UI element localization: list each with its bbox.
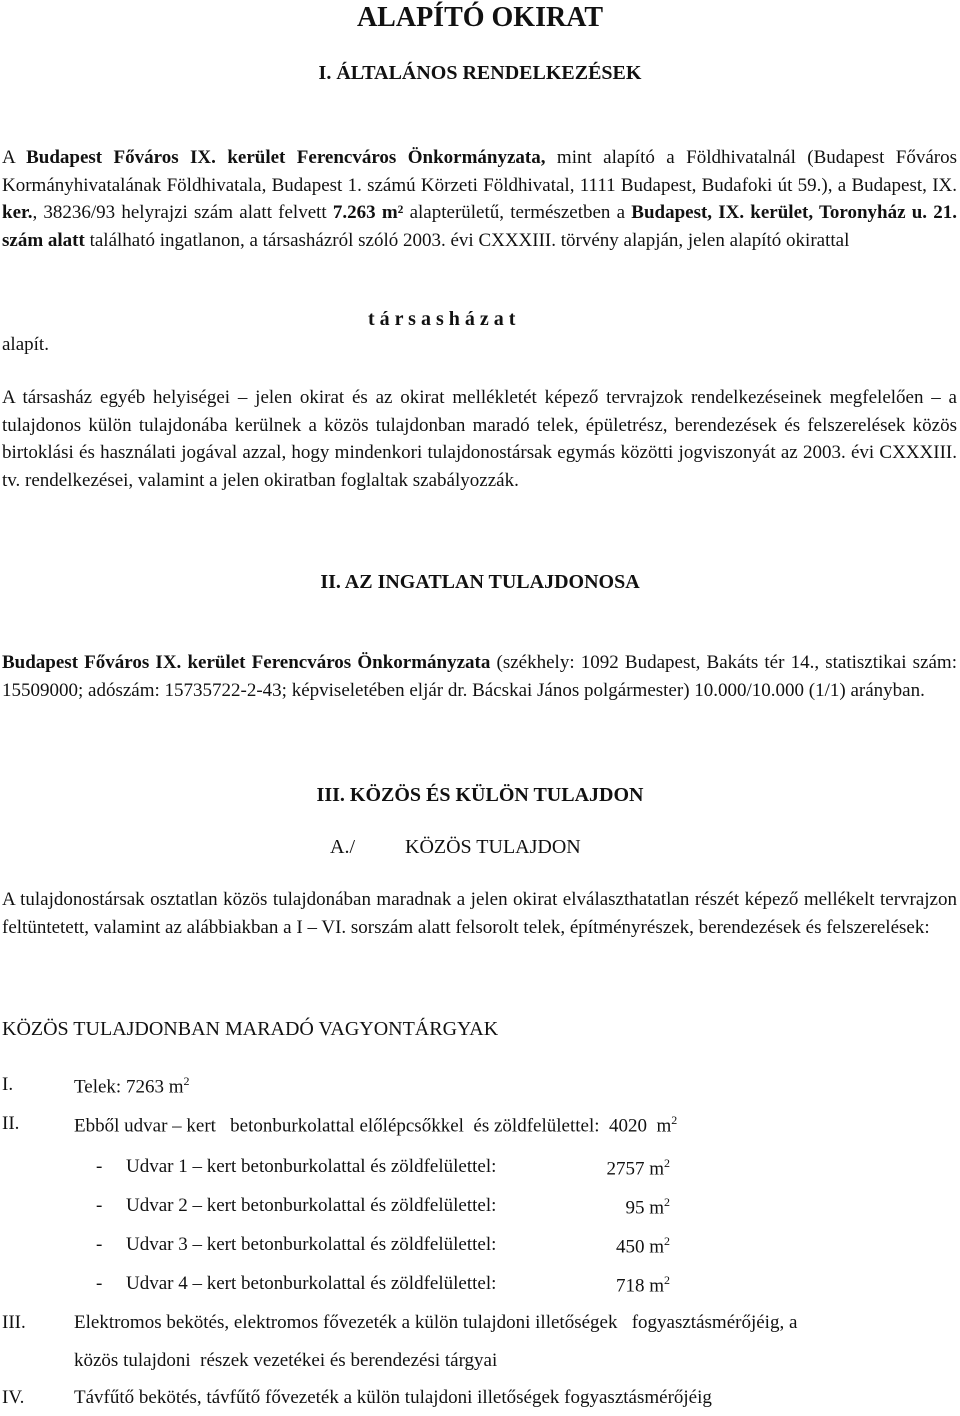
text-run: , 38236/93 helyrajzi szám alatt felvett bbox=[32, 202, 333, 223]
list-item-number: III. bbox=[2, 1312, 26, 1333]
subitem-dash: - bbox=[96, 1156, 103, 1177]
tarsashazat-text: t á r s a s h á z a t bbox=[368, 308, 516, 330]
superscript: 2 bbox=[671, 1113, 678, 1127]
text-run: A bbox=[2, 147, 27, 168]
common-property-paragraph: A tulajdonostársak osztatlan közös tulajdonában maradnak a jelen okirat elválaszthatatlan részét képező mellékelt tervrajzon feltüntetett, valamint az alábbiakban a I – VI. sorszám alatt felsorolt telek, építményrészek, berendezések és felszerelések: bbox=[2, 889, 957, 938]
subitem-value bbox=[560, 1234, 670, 1258]
area-value: 95 m bbox=[625, 1197, 664, 1219]
list-heading: KÖZÖS TULAJDONBAN MARADÓ VAGYONTÁRGYAK bbox=[2, 1018, 499, 1040]
document-title: ALAPÍTÓ OKIRAT bbox=[356, 2, 604, 33]
list-item-text: Telek: 7263 m bbox=[74, 1076, 184, 1098]
text-run: alapterületű, természetben a bbox=[403, 202, 632, 223]
list-item-text: Elektromos bekötés, elektromos fővezeték a külön tulajdoni illetőségek fogyasztásmérőjéig, a bbox=[74, 1312, 798, 1333]
list-item-number: I. bbox=[2, 1074, 14, 1095]
owner-name: Budapest Főváros IX. kerület Ferencváros Önkormányzata bbox=[2, 652, 491, 673]
list-item bbox=[74, 1113, 677, 1137]
superscript: 2 bbox=[183, 1074, 190, 1088]
subitem-value bbox=[560, 1195, 670, 1219]
section-heading-2: II. AZ INGATLAN TULAJDONOSA bbox=[320, 571, 640, 593]
list-item-text: Távfűtő bekötés, távfűtő fővezeték a külön tulajdoni illetőségek fogyasztásmérőjéig bbox=[74, 1387, 712, 1408]
section-heading-3: III. KÖZÖS ÉS KÜLÖN TULAJDON bbox=[316, 784, 644, 806]
superscript: 2 bbox=[664, 1156, 670, 1170]
owner-paragraph bbox=[2, 649, 957, 704]
subitem-label: Udvar 4 – kert betonburkolattal és zöldfelülettel: bbox=[126, 1273, 497, 1294]
area-value: 7.263 m² bbox=[332, 202, 404, 223]
text-run: található ingatlanon, a társasházról szóló 2003. évi CXXXIII. törvény alapján, jelen alapító okirattal bbox=[84, 229, 850, 251]
subitem-value bbox=[560, 1156, 670, 1180]
area-value: 450 m bbox=[615, 1236, 664, 1258]
area-value: 718 m bbox=[615, 1275, 664, 1297]
subsection-title: KÖZÖS TULAJDON bbox=[405, 836, 581, 858]
subitem-label: Udvar 3 – kert betonburkolattal és zöldfelülettel: bbox=[126, 1234, 497, 1255]
list-item-number: IV. bbox=[2, 1387, 25, 1408]
superscript: 2 bbox=[664, 1273, 670, 1287]
alapit-text: alapít. bbox=[2, 334, 49, 355]
property-address: Budapest, IX. kerület, Toronyház u. 21. szám alatt bbox=[2, 202, 957, 251]
subitem-label: Udvar 2 – kert betonburkolattal és zöldfelülettel: bbox=[126, 1195, 497, 1216]
paragraph-2: A társasház egyéb helyiségei – jelen okirat és az okirat mellékletét képező tervrajzok rendelkezéseinek megfelelően – a tulajdonos külön tulajdonába kerülnek a közös tulajdonban maradó telek, épületrész, berendezések és felszerelések közös birtoklási és használati jogával azzal, hogy mindenkori tulajdonostársak egymás közötti jogviszonyát az 2003. évi CXXXIII. tv. rendelkezései, valamint a jelen okiratban foglaltak szabályozzák. bbox=[2, 387, 957, 491]
text-run-bold: ker. bbox=[2, 202, 33, 223]
subitem-dash: - bbox=[96, 1234, 103, 1255]
list-item-text: Ebből udvar – kert betonburkolattal előlépcsőkkel és zöldfelülettel: 4020 m bbox=[74, 1115, 672, 1137]
superscript: 2 bbox=[664, 1234, 670, 1248]
founder-name: Budapest Főváros IX. kerület Ferencváros Önkormányzata, bbox=[26, 147, 546, 168]
subsection-label: A./ bbox=[330, 836, 355, 858]
superscript: 2 bbox=[664, 1195, 670, 1209]
list-item-text-line2: közös tulajdoni részek vezetékei és berendezési tárgyai bbox=[74, 1350, 498, 1371]
text-run: (székhely: 1092 Budapest, Bakáts tér 14., statisztikai szám: 15509000; adószám: 15735722-2-43; képviseletében eljár dr. Bácskai János polgármester) 10.000/10.000 (1/1) arányban. bbox=[2, 652, 957, 701]
subitem-label: Udvar 1 – kert betonburkolattal és zöldfelülettel: bbox=[126, 1156, 497, 1177]
list-item bbox=[74, 1074, 189, 1098]
subitem-dash: - bbox=[96, 1273, 103, 1294]
list-item-number: II. bbox=[2, 1113, 20, 1134]
area-value: 2757 m bbox=[606, 1158, 664, 1180]
text-run: mint alapító a Földhivatalnál (Budapest Főváros Kormányhivatalának Földhivatala, Budapest 1. számú Körzeti Földhivatal, 1111 Budapest, Budafoki út 59.), a Budapest, IX. bbox=[2, 147, 957, 196]
subitem-dash: - bbox=[96, 1195, 103, 1216]
intro-paragraph bbox=[2, 144, 957, 254]
subitem-value bbox=[560, 1273, 670, 1297]
section-heading-1: I. ÁLTALÁNOS RENDELKEZÉSEK bbox=[318, 62, 642, 84]
